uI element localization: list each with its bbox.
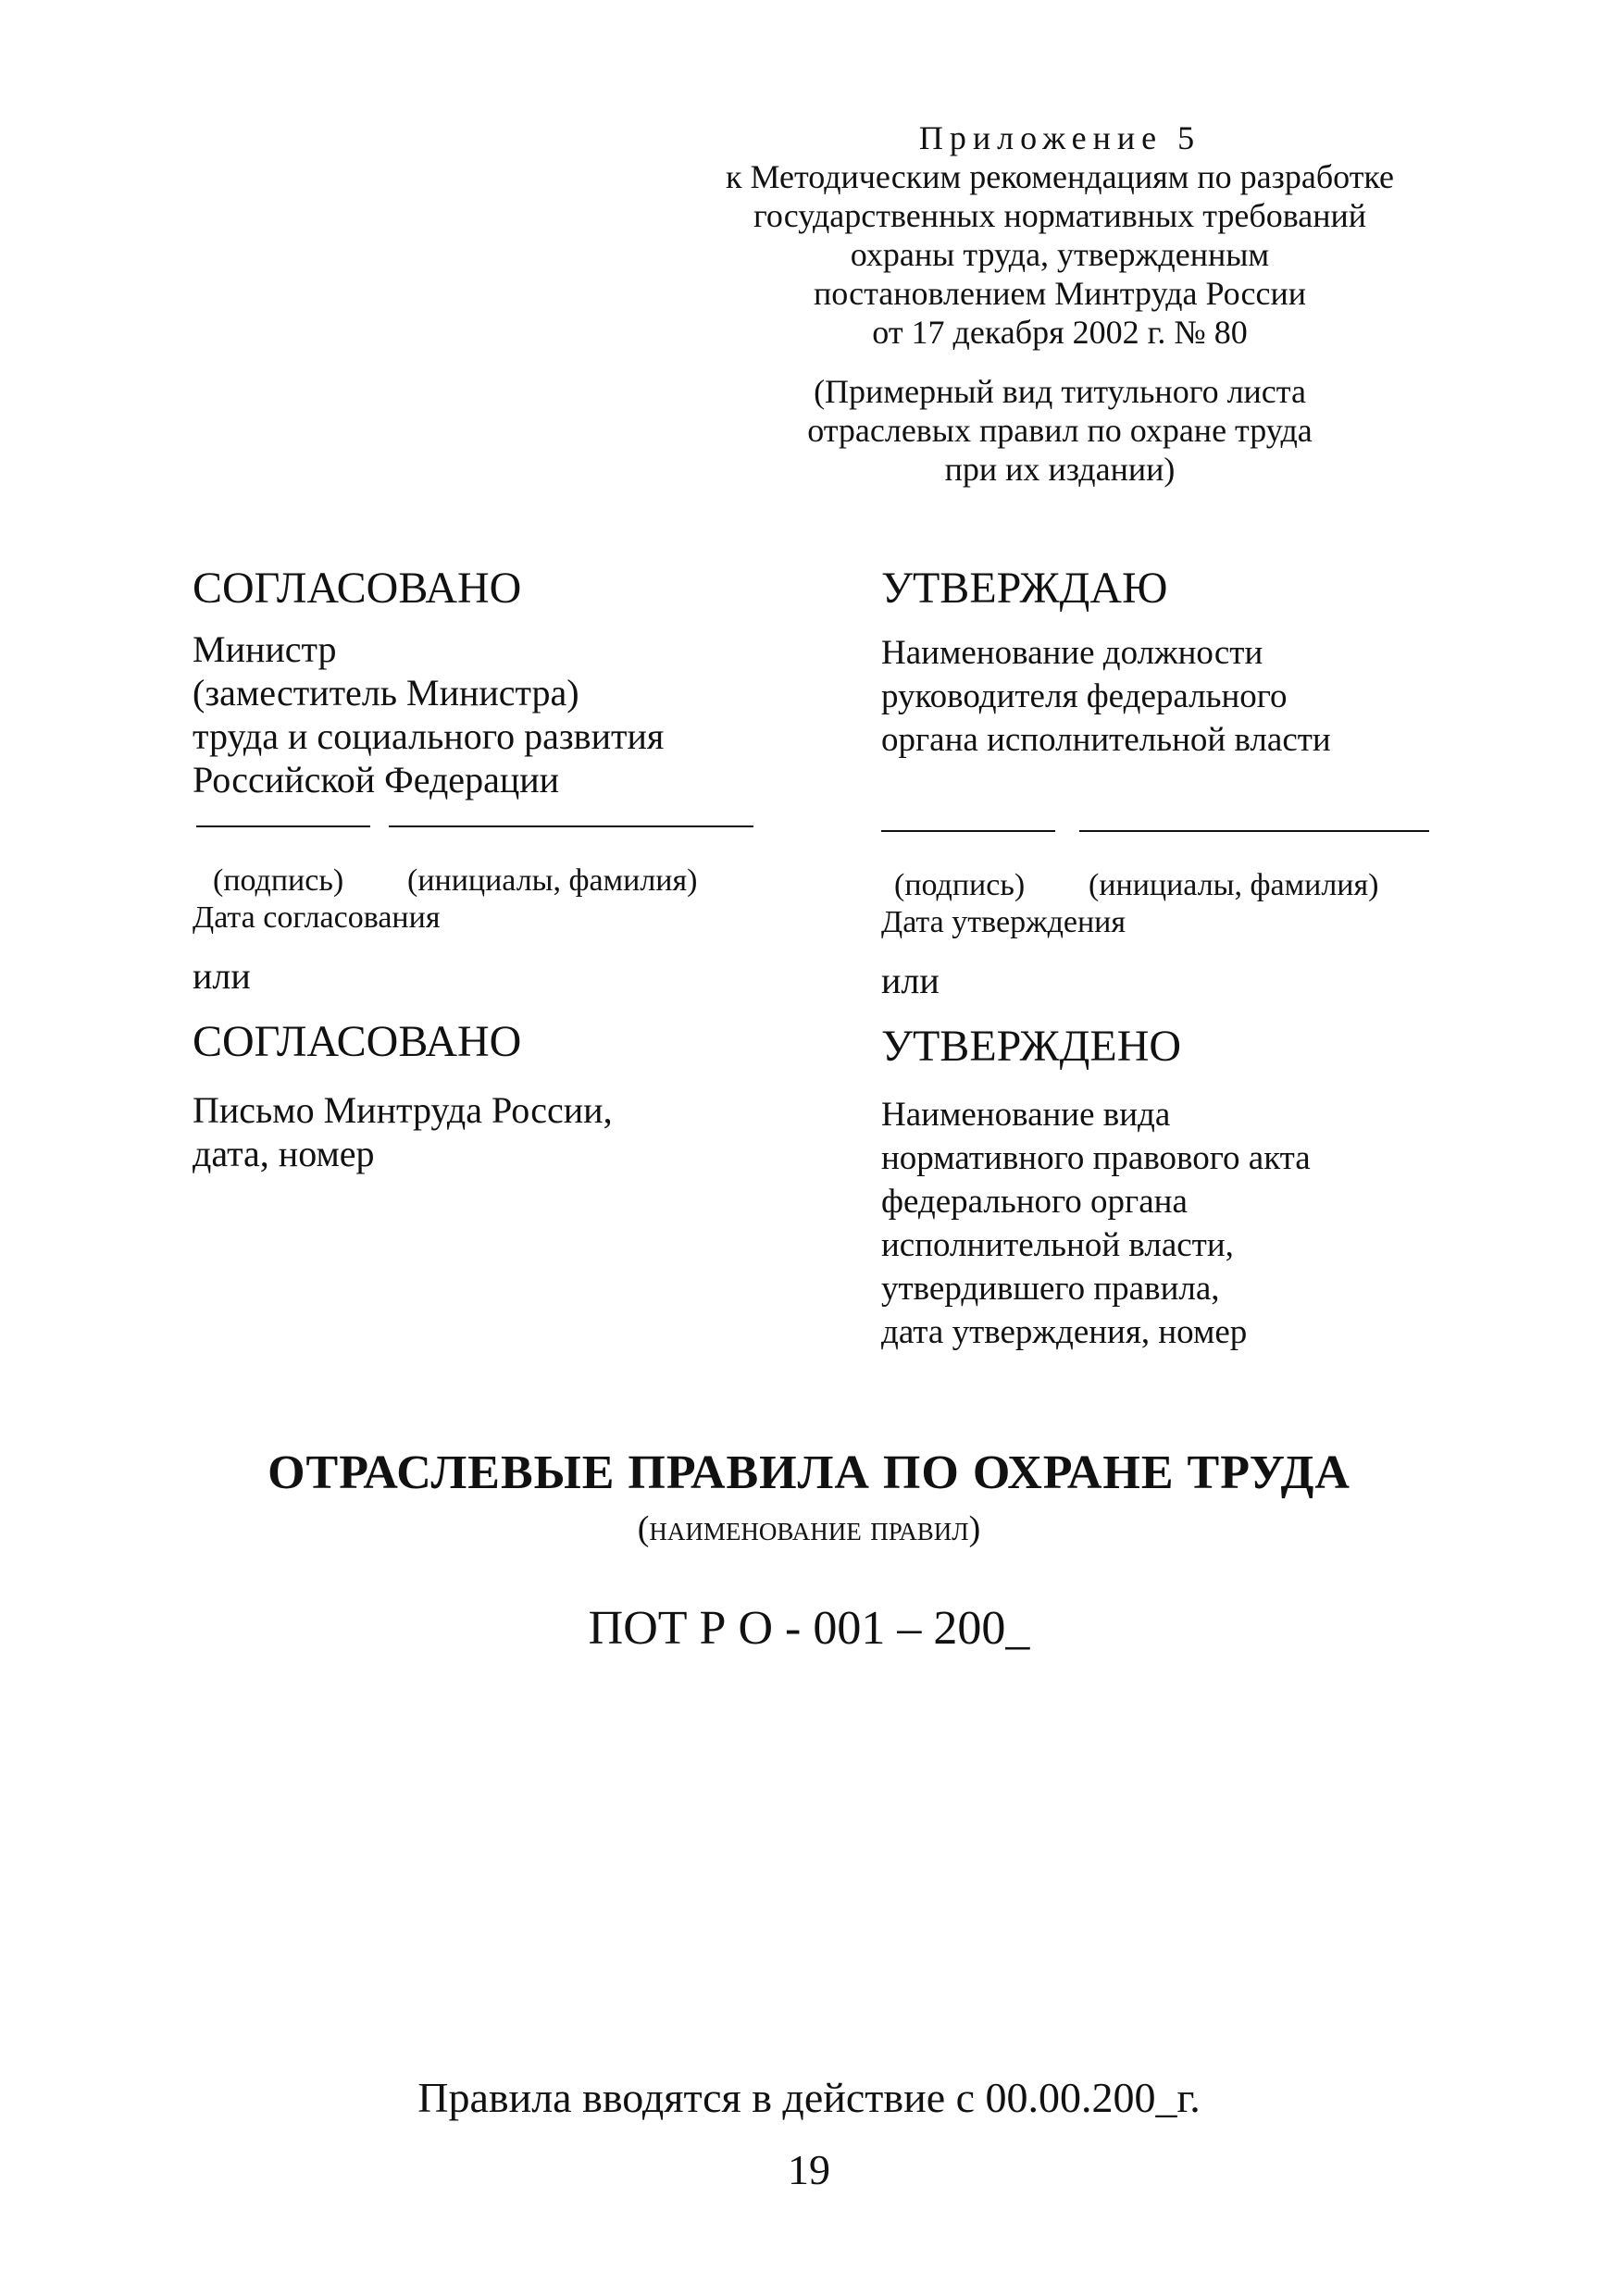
approved-column	[881, 563, 1455, 1354]
agreed-body-line: труда и социального развития	[193, 715, 665, 757]
signature-caption: (подпись)	[894, 868, 1026, 902]
page-number: 19	[788, 2146, 830, 2193]
signature-underline	[196, 825, 370, 827]
signature-lines	[193, 825, 785, 863]
signature-captions	[193, 863, 785, 900]
document-subtitle: (наименование правил)	[637, 1509, 981, 1548]
appendix-note-line: отраслевых правил по охране труда	[807, 412, 1313, 449]
signature-caption: (подпись)	[213, 863, 344, 898]
agreed-body-line: (заместитель Министра)	[193, 672, 579, 714]
or-label: или	[193, 955, 251, 997]
approve-body	[881, 631, 1455, 762]
approve-body-line: органа исполнительной власти	[881, 721, 1331, 759]
signature-lines	[881, 830, 1455, 867]
approved-body-line: дата утверждения, номер	[881, 1313, 1248, 1351]
agreed-body-line: Министр	[193, 628, 337, 670]
document-title: ОТРАСЛЕВЫЕ ПРАВИЛА ПО ОХРАНЕ ТРУДА	[268, 1446, 1350, 1499]
approval-date-label: Дата утверждения	[881, 905, 1126, 939]
appendix-line: охраны труда, утвержденным	[850, 236, 1270, 273]
name-underline	[389, 825, 753, 827]
effective-date-text: Правила вводятся в действие с 00.00.200_г.	[417, 2074, 1201, 2121]
appendix-note-line: (Примерный вид титульного листа	[814, 373, 1306, 410]
signature-underline	[881, 830, 1055, 832]
approved-body-line: нормативного правового акта	[881, 1139, 1311, 1177]
appendix-note	[680, 372, 1439, 489]
approve-heading: УТВЕРЖДАЮ	[881, 564, 1168, 613]
name-caption: (инициалы, фамилия)	[407, 863, 698, 898]
appendix-note-line: при их издании)	[944, 451, 1176, 488]
approved-heading: УТВЕРЖДЕНО	[881, 1022, 1182, 1071]
or-label: или	[881, 960, 940, 1001]
appendix-line: постановлением Минтруда России	[813, 275, 1307, 312]
appendix-line: государственных нормативных требований	[753, 197, 1366, 234]
agreed-letter	[193, 1088, 785, 1175]
agreed-body-line: Российской Федерации	[193, 759, 560, 800]
name-underline	[1079, 830, 1429, 832]
approve-body-line: Наименование должности	[881, 634, 1263, 672]
approved-body-line: исполнительной власти,	[881, 1226, 1234, 1264]
approved-body-line: утвердившего правила,	[881, 1270, 1220, 1308]
agreement-date-label: Дата согласования	[193, 900, 441, 935]
name-caption: (инициалы, фамилия)	[1089, 868, 1379, 902]
document-code: ПОТ Р О - 001 – 200_	[588, 1602, 1030, 1655]
approved-body	[881, 1093, 1455, 1354]
agreed-letter-line: дата, номер	[193, 1133, 375, 1174]
appendix-title: Приложение 5	[918, 119, 1201, 156]
appendix-line: к Методическим рекомендациям по разработке	[725, 158, 1395, 195]
approved-body-line: федерального органа	[881, 1183, 1188, 1221]
agreed-body	[193, 627, 785, 801]
agreed-heading: СОГЛАСОВАНО	[193, 564, 522, 613]
approve-body-line: руководителя федерального	[881, 677, 1288, 715]
approved-body-line: Наименование вида	[881, 1096, 1171, 1134]
agreed-column	[193, 563, 785, 1175]
signature-captions	[881, 867, 1455, 904]
agreed-heading-alt: СОГЛАСОВАНО	[193, 1017, 522, 1066]
appendix-line: от 17 декабря 2002 г. № 80	[872, 314, 1248, 351]
appendix-block	[680, 118, 1439, 489]
agreed-letter-line: Письмо Минтруда России,	[193, 1089, 613, 1131]
